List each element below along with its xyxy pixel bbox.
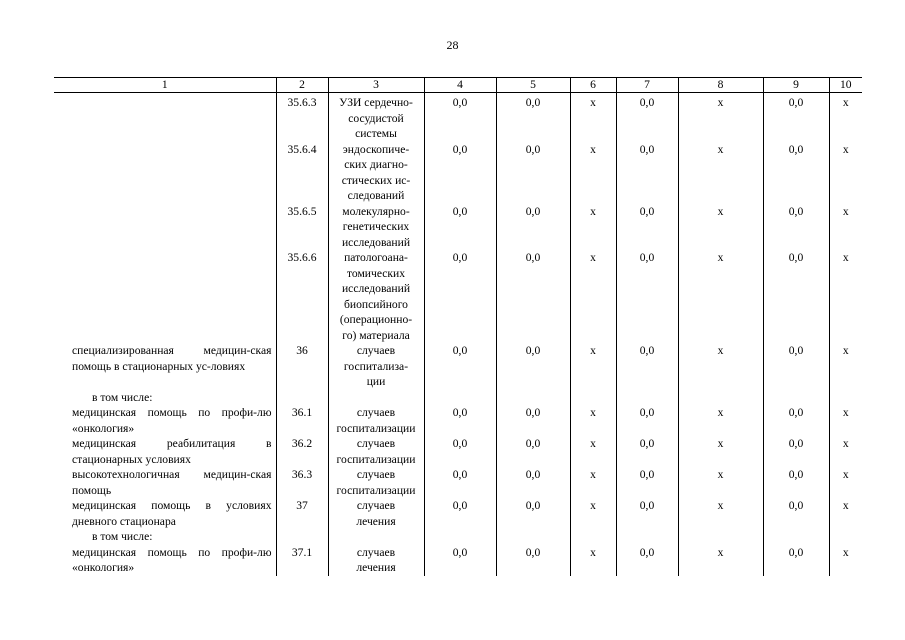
cell-text: 36.1: [291, 406, 313, 419]
table-cell-c4: [424, 390, 496, 406]
cell-text: 0,0: [639, 499, 655, 512]
table-cell-c2: [276, 529, 328, 545]
table-cell-c10: [829, 93, 862, 142]
cell-text: 0,0: [788, 204, 804, 218]
cell-text: высокотехнологичная медицин-ская помощь: [72, 468, 272, 497]
cell-text: 0,0: [525, 96, 541, 109]
cell-text: 0,0: [525, 344, 541, 357]
cell-text: 35.6.3: [287, 96, 317, 109]
cell-text: 0,0: [788, 499, 804, 512]
cell-text: х: [842, 251, 849, 264]
table-cell-c5: [496, 529, 570, 545]
table-row: [54, 436, 862, 467]
cell-text: 0,0: [452, 96, 468, 109]
table-cell-c4: [424, 529, 496, 545]
cell-text: 37.1: [291, 545, 313, 559]
table-cell-c5: [496, 436, 570, 467]
table-cell-c1: [54, 343, 276, 390]
table-cell-c1: [54, 436, 276, 467]
table-row: [54, 343, 862, 390]
cell-text: 35.6.6: [287, 251, 317, 264]
table-cell-c1: [54, 545, 276, 576]
table-cell-c9: [763, 545, 829, 576]
cell-text: 35.6.5: [287, 204, 317, 218]
table-cell-c3: [328, 498, 424, 529]
cell-text: 0,0: [452, 142, 468, 156]
table-cell-c3: [328, 467, 424, 498]
table-cell-c1: [54, 93, 276, 142]
cell-text: х: [590, 545, 596, 559]
table-cell-c3: [328, 204, 424, 251]
cell-text: 0,0: [788, 406, 804, 419]
cell-text: медицинская помощь по профи-лю «онкология»: [72, 406, 272, 435]
table-cell-c5: [496, 204, 570, 251]
table-cell-c1: [54, 405, 276, 436]
table-cell-c9: [763, 390, 829, 406]
cell-text: х: [842, 406, 849, 419]
table-cell-c5: [496, 467, 570, 498]
cell-text: х: [842, 468, 849, 481]
table-cell-c9: [763, 436, 829, 467]
cell-text: х: [717, 344, 724, 357]
table-cell-c5: [496, 405, 570, 436]
table-cell-c3: [328, 529, 424, 545]
table-cell-c6: [570, 405, 616, 436]
cell-text: 0,0: [452, 344, 468, 357]
table-cell-c9: [763, 343, 829, 390]
cell-text: 0,0: [525, 406, 541, 419]
table-cell-c10: [829, 467, 862, 498]
table-cell-c10: [829, 498, 862, 529]
cell-text: случаев лечения: [356, 545, 396, 574]
table-cell-c1: [54, 390, 276, 406]
table-cell-c7: [616, 93, 678, 142]
table-cell-c10: [829, 390, 862, 406]
table-cell-c6: [570, 204, 616, 251]
cell-text: х: [590, 344, 596, 357]
table-cell-c4: [424, 467, 496, 498]
column-header: 8: [678, 78, 763, 93]
cell-text: 0,0: [452, 406, 468, 419]
cell-text: х: [842, 142, 849, 156]
cell-text: х: [717, 406, 724, 419]
table-cell-c10: [829, 343, 862, 390]
cell-text: медицинская помощь в условиях дневного стационара: [72, 499, 272, 528]
table-row: [54, 250, 862, 343]
cell-text: 0,0: [639, 96, 655, 109]
table-row: [54, 93, 862, 142]
table-cell-c1: [54, 467, 276, 498]
table-cell-c4: [424, 250, 496, 343]
table-cell-c9: [763, 467, 829, 498]
table-cell-c6: [570, 142, 616, 204]
table-row: [54, 529, 862, 545]
column-header: 9: [763, 78, 829, 93]
column-header: 7: [616, 78, 678, 93]
cell-text: 0,0: [788, 437, 804, 450]
table-cell-c8: [678, 142, 763, 204]
column-header: 2: [276, 78, 328, 93]
table-cell-c2: [276, 498, 328, 529]
cell-text: х: [717, 468, 724, 481]
cell-text: х: [590, 142, 596, 156]
cell-text: 0,0: [788, 468, 804, 481]
cell-text: 0,0: [788, 142, 804, 156]
table-cell-c10: [829, 250, 862, 343]
cell-text: медицинская помощь по профи-лю «онкология»: [72, 545, 272, 574]
cell-text: х: [717, 499, 724, 512]
table-cell-c4: [424, 498, 496, 529]
table-cell-c4: [424, 142, 496, 204]
table-cell-c3: [328, 142, 424, 204]
table-cell-c9: [763, 405, 829, 436]
table-cell-c3: [328, 250, 424, 343]
table-cell-c6: [570, 250, 616, 343]
table-cell-c1: [54, 529, 276, 545]
cell-text: случаев лечения: [356, 499, 396, 528]
cell-text: х: [717, 204, 724, 218]
table-cell-c8: [678, 405, 763, 436]
cell-text: х: [842, 96, 849, 109]
cell-text: х: [590, 499, 596, 512]
cell-text: 0,0: [525, 204, 541, 218]
cell-text: медицинская реабилитация в стационарных условиях: [72, 437, 272, 466]
table-cell-c10: [829, 204, 862, 251]
table-cell-c5: [496, 343, 570, 390]
cell-text: 0,0: [452, 545, 468, 559]
table-cell-c10: [829, 436, 862, 467]
column-number-header-row: [54, 78, 862, 93]
table-cell-c7: [616, 436, 678, 467]
column-header: 6: [570, 78, 616, 93]
cell-text: х: [717, 437, 724, 450]
cell-text: 35.6.4: [287, 142, 317, 156]
cell-text: х: [842, 545, 849, 559]
table-cell-c2: [276, 93, 328, 142]
column-header: 4: [424, 78, 496, 93]
table-cell-c3: [328, 93, 424, 142]
table-cell-c9: [763, 93, 829, 142]
table-row: [54, 142, 862, 204]
table-cell-c1: [54, 250, 276, 343]
table-row: [54, 405, 862, 436]
cell-text: х: [842, 437, 849, 450]
cell-text: х: [590, 251, 596, 264]
table-cell-c5: [496, 545, 570, 576]
table-cell-c10: [829, 545, 862, 576]
cell-text: х: [842, 204, 849, 218]
cell-text: х: [717, 96, 724, 109]
table-cell-c8: [678, 250, 763, 343]
cell-text: 0,0: [452, 251, 468, 264]
table-cell-c3: [328, 390, 424, 406]
table-cell-c10: [829, 142, 862, 204]
table-cell-c8: [678, 436, 763, 467]
cell-text: 0,0: [525, 437, 541, 450]
table-cell-c9: [763, 250, 829, 343]
table-cell-c6: [570, 498, 616, 529]
cell-text: х: [842, 344, 849, 357]
table-cell-c8: [678, 204, 763, 251]
cell-text: 0,0: [452, 204, 468, 218]
cell-text: 0,0: [452, 499, 468, 512]
cell-text: 0,0: [639, 406, 655, 419]
cell-text: 36: [296, 344, 308, 357]
table-cell-c2: [276, 250, 328, 343]
table-cell-c9: [763, 142, 829, 204]
table-cell-c7: [616, 467, 678, 498]
table-cell-c8: [678, 545, 763, 576]
table-cell-c8: [678, 390, 763, 406]
cell-text: в том числе:: [92, 530, 153, 543]
table-cell-c7: [616, 498, 678, 529]
cell-text: случаев госпитализации: [336, 468, 416, 497]
cell-text: 36.3: [291, 468, 313, 481]
table-cell-c4: [424, 405, 496, 436]
cell-text: 0,0: [525, 142, 541, 156]
cell-text: молекулярно- генетических исследований: [341, 204, 411, 249]
cell-text: 0,0: [525, 499, 541, 512]
cell-text: 0,0: [525, 468, 541, 481]
cell-text: патологоана- томических исследований биопсийного (операционно- го) материала: [339, 251, 413, 342]
table-cell-c4: [424, 545, 496, 576]
cell-text: 0,0: [639, 251, 655, 264]
table-cell-c8: [678, 467, 763, 498]
cell-text: 0,0: [788, 251, 804, 264]
table-cell-c2: [276, 390, 328, 406]
table-cell-c8: [678, 343, 763, 390]
table-cell-c1: [54, 498, 276, 529]
table-body: [54, 93, 862, 576]
table-cell-c7: [616, 343, 678, 390]
table-row: [54, 204, 862, 251]
table-cell-c10: [829, 405, 862, 436]
table-cell-c3: [328, 545, 424, 576]
table-cell-c1: [54, 204, 276, 251]
table-cell-c7: [616, 250, 678, 343]
cell-text: х: [717, 545, 724, 559]
cell-text: случаев госпитализа- ции: [343, 344, 409, 388]
table-cell-c7: [616, 529, 678, 545]
page-number: 28: [446, 38, 459, 52]
table-cell-c6: [570, 529, 616, 545]
table-cell-c9: [763, 204, 829, 251]
table-cell-c6: [570, 390, 616, 406]
table-cell-c7: [616, 142, 678, 204]
cell-text: 36.2: [291, 437, 313, 450]
table-cell-c2: [276, 142, 328, 204]
cell-text: 0,0: [452, 468, 468, 481]
table-cell-c9: [763, 498, 829, 529]
table-cell-c6: [570, 545, 616, 576]
cell-text: х: [590, 204, 596, 218]
cell-text: эндоскопиче- ских диагно- стических ис- следований: [341, 142, 411, 202]
cell-text: 0,0: [639, 204, 655, 218]
cell-text: 0,0: [639, 545, 655, 559]
cell-text: х: [590, 468, 596, 481]
table-row: [54, 467, 862, 498]
table-row: [54, 545, 862, 576]
table-cell-c2: [276, 436, 328, 467]
cell-text: 37: [296, 499, 308, 512]
cell-text: х: [590, 437, 596, 450]
cell-text: в том числе:: [92, 390, 153, 404]
table-cell-c2: [276, 545, 328, 576]
cell-text: 0,0: [639, 344, 655, 357]
table-cell-c3: [328, 405, 424, 436]
cell-text: 0,0: [788, 96, 804, 109]
table-cell-c6: [570, 436, 616, 467]
table-cell-c9: [763, 529, 829, 545]
table-cell-c4: [424, 343, 496, 390]
table-cell-c3: [328, 436, 424, 467]
column-header: 3: [328, 78, 424, 93]
table-cell-c2: [276, 405, 328, 436]
table-row: [54, 498, 862, 529]
cell-text: 0,0: [788, 344, 804, 357]
table-cell-c5: [496, 390, 570, 406]
table-cell-c8: [678, 529, 763, 545]
cell-text: х: [842, 499, 849, 512]
table-cell-c10: [829, 529, 862, 545]
cell-text: х: [590, 406, 596, 419]
table-cell-c7: [616, 204, 678, 251]
column-header: 5: [496, 78, 570, 93]
cell-text: 0,0: [788, 545, 804, 559]
cell-text: случаев госпитализации: [336, 437, 416, 466]
table-cell-c3: [328, 343, 424, 390]
cell-text: 0,0: [525, 545, 541, 559]
cell-text: 0,0: [525, 251, 541, 264]
column-header: 1: [54, 78, 276, 93]
cell-text: специализированная медицин-ская помощь в стационарных ус-ловиях: [72, 344, 272, 373]
cell-text: х: [717, 142, 724, 156]
table-cell-c2: [276, 467, 328, 498]
table-row: [54, 390, 862, 406]
table-cell-c6: [570, 343, 616, 390]
table-cell-c7: [616, 405, 678, 436]
table-cell-c4: [424, 93, 496, 142]
table-cell-c2: [276, 204, 328, 251]
table-cell-c4: [424, 204, 496, 251]
table-cell-c1: [54, 142, 276, 204]
column-header: 10: [829, 78, 862, 93]
cell-text: х: [590, 96, 596, 109]
table-cell-c2: [276, 343, 328, 390]
cell-text: х: [717, 251, 724, 264]
table-cell-c8: [678, 93, 763, 142]
cell-text: УЗИ сердечно- сосудистой системы: [339, 96, 413, 140]
financing-table: [54, 77, 862, 576]
cell-text: 0,0: [639, 468, 655, 481]
table-cell-c7: [616, 545, 678, 576]
table-cell-c8: [678, 498, 763, 529]
table-cell-c6: [570, 467, 616, 498]
cell-text: случаев госпитализации: [336, 406, 416, 435]
table-cell-c5: [496, 142, 570, 204]
cell-text: 0,0: [452, 437, 468, 450]
table-cell-c5: [496, 498, 570, 529]
cell-text: 0,0: [639, 437, 655, 450]
table-cell-c7: [616, 390, 678, 406]
table-cell-c4: [424, 436, 496, 467]
table-cell-c6: [570, 93, 616, 142]
cell-text: 0,0: [639, 142, 655, 156]
table-cell-c5: [496, 93, 570, 142]
table-cell-c5: [496, 250, 570, 343]
